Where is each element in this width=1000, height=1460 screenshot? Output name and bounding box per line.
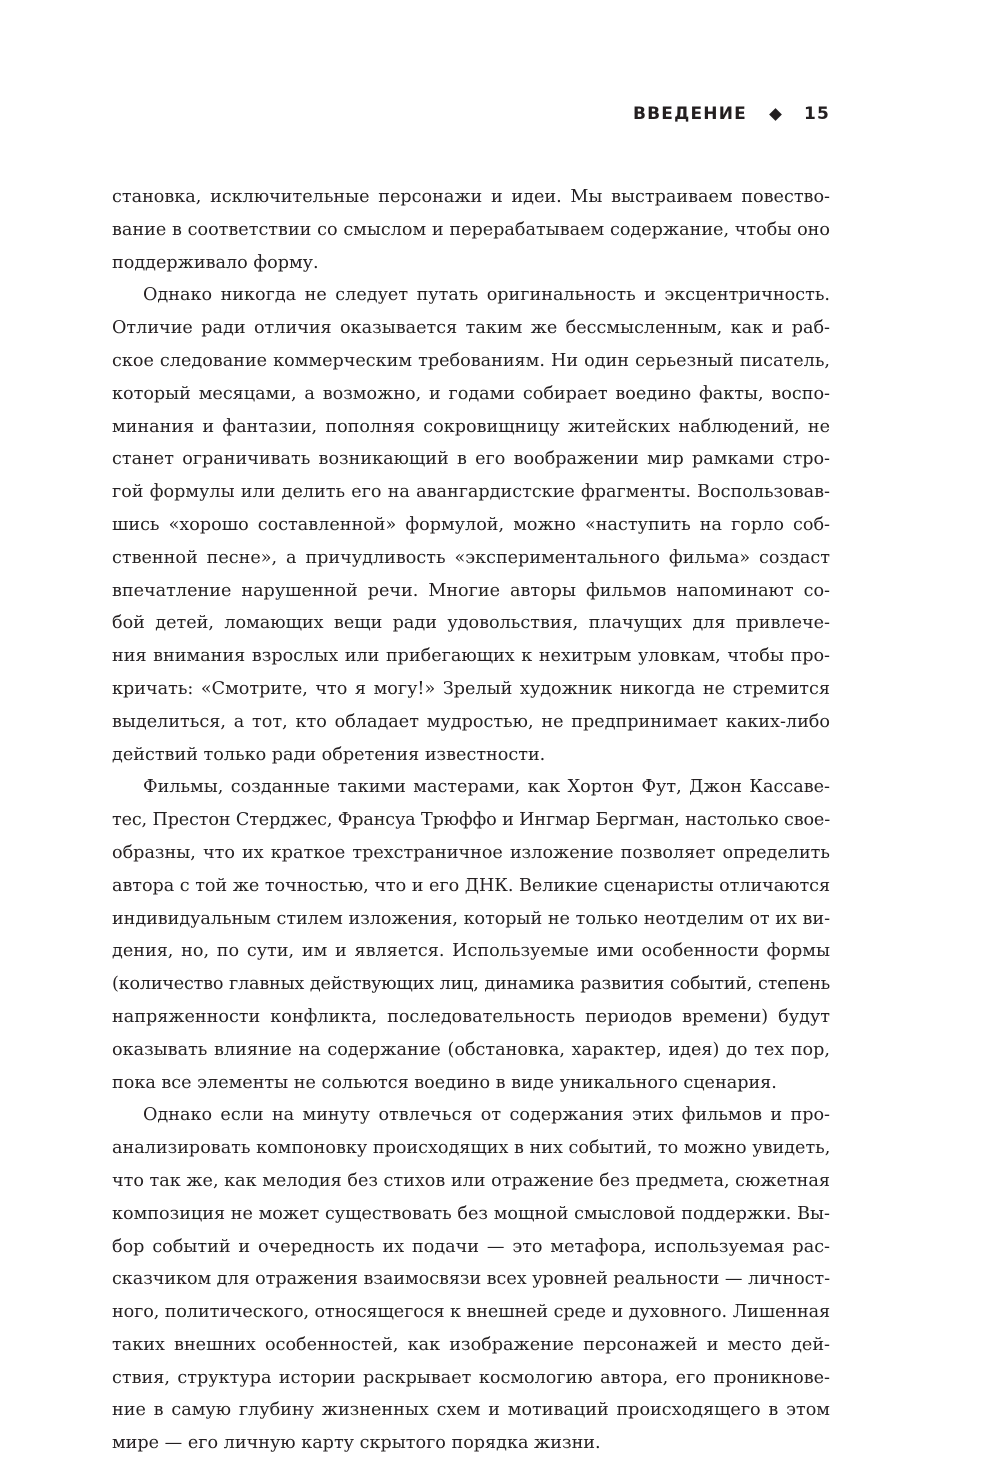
text-line: Однако если на минуту отвлечься от содержания этих фильмов и про- — [143, 1105, 830, 1126]
text-line: который месяцами, а возможно, и годами собирает воедино факты, воспо- — [112, 383, 830, 404]
text-line: ствия, структура истории раскрывает космологию автора, его проникнове- — [112, 1367, 830, 1388]
text-line: тес, Престон Стерджес, Франсуа Трюффо и Ингмар Бергман, настолько свое- — [112, 810, 830, 831]
text-line: впечатление нарушенной речи. Многие авторы фильмов напоминают со- — [112, 580, 830, 601]
text-line: кричать: «Смотрите, что я могу!» Зрелый художник никогда не стремится — [112, 678, 830, 699]
text-line: действий только ради обретения известности. — [112, 744, 546, 765]
text-line: напряженности конфликта, последовательность периодов времени) будут — [112, 1006, 830, 1027]
body-text — [112, 181, 830, 1460]
text-line: ское следование коммерческим требованиям. Ни один серьезный писатель, — [112, 350, 830, 371]
text-line: ственной песне», а причудливость «экспериментального фильма» создаст — [112, 547, 830, 568]
text-line: дения, но, по сути, им и является. Используемые ими особенности формы — [112, 941, 830, 962]
text-line: ния внимания взрослых или прибегающих к нехитрым уловкам, чтобы про- — [112, 646, 830, 667]
text-line: пока все элементы не сольются воедино в виде уникального сценария. — [112, 1072, 777, 1093]
text-line: таких внешних особенностей, как изображение персонажей и место дей- — [112, 1334, 830, 1355]
text-line: сказчиком для отражения взаимосвязи всех уровней реальности — личност- — [112, 1269, 830, 1290]
text-line: автора с той же точностью, что и его ДНК. Великие сценаристы отличаются — [112, 875, 830, 896]
text-line: вание в соответствии со смыслом и перерабатываем содержание, чтобы оно — [112, 219, 830, 240]
text-line: мире — его личную карту скрытого порядка жизни. — [112, 1433, 601, 1454]
text-line: поддерживало форму. — [112, 252, 319, 273]
section-title: ВВЕДЕНИЕ — [632, 104, 747, 124]
paragraph — [112, 1099, 830, 1460]
text-line: ного, политического, относящегося к внешней среде и духовного. Лишенная — [112, 1302, 830, 1323]
text-line: гой формулы или делить его на авангардистские фрагменты. Воспользовав- — [112, 482, 830, 503]
text-line: индивидуальным стилем изложения, который не только неотделим от их ви- — [112, 908, 830, 929]
text-line: минания и фантазии, пополняя сокровищницу житейских наблюдений, не — [112, 416, 830, 437]
paragraph — [112, 181, 830, 279]
text-line: Однако никогда не следует путать оригинальность и эксцентричность. — [143, 285, 830, 306]
paragraph — [112, 771, 830, 1099]
text-line: (количество главных действующих лиц, динамика развития событий, степень — [112, 974, 830, 995]
text-line: образны, что их краткое трехстраничное изложение позволяет определить — [112, 842, 830, 863]
text-line: шись «хорошо составленной» формулой, можно «наступить на горло соб- — [112, 514, 830, 535]
diamond-separator-icon — [769, 108, 782, 121]
text-line: ние в самую глубину жизненных схем и мотиваций происходящего в этом — [112, 1400, 830, 1421]
page-number: 15 — [803, 104, 830, 124]
text-line: становка, исключительные персонажи и идеи. Мы выстраиваем повество- — [112, 187, 830, 207]
text-line: композиция не может существовать без мощной смысловой поддержки. Вы- — [112, 1203, 830, 1224]
text-line: станет ограничивать возникающий в его воображении мир рамками стро- — [112, 449, 830, 470]
text-line: что так же, как мелодия без стихов или отражение без предмета, сюжетная — [112, 1170, 830, 1191]
text-line: выделиться, а тот, кто обладает мудростью, не предпринимает каких-либо — [112, 711, 830, 732]
paragraph — [112, 279, 830, 771]
text-line: бор событий и очередность их подачи — это метафора, используемая рас- — [112, 1236, 830, 1257]
text-line: оказывать влияние на содержание (обстановка, характер, идея) до тех пор, — [112, 1039, 830, 1060]
text-line: бой детей, ломающих вещи ради удовольствия, плачущих для привлече- — [112, 613, 830, 634]
running-head — [633, 104, 830, 124]
text-line: Отличие ради отличия оказывается таким же бессмысленным, как и раб- — [112, 318, 830, 339]
text-line: Фильмы, созданные такими мастерами, как Хортон Фут, Джон Кассаве- — [143, 777, 830, 798]
text-line: анализировать компоновку происходящих в них событий, то можно увидеть, — [112, 1138, 831, 1159]
